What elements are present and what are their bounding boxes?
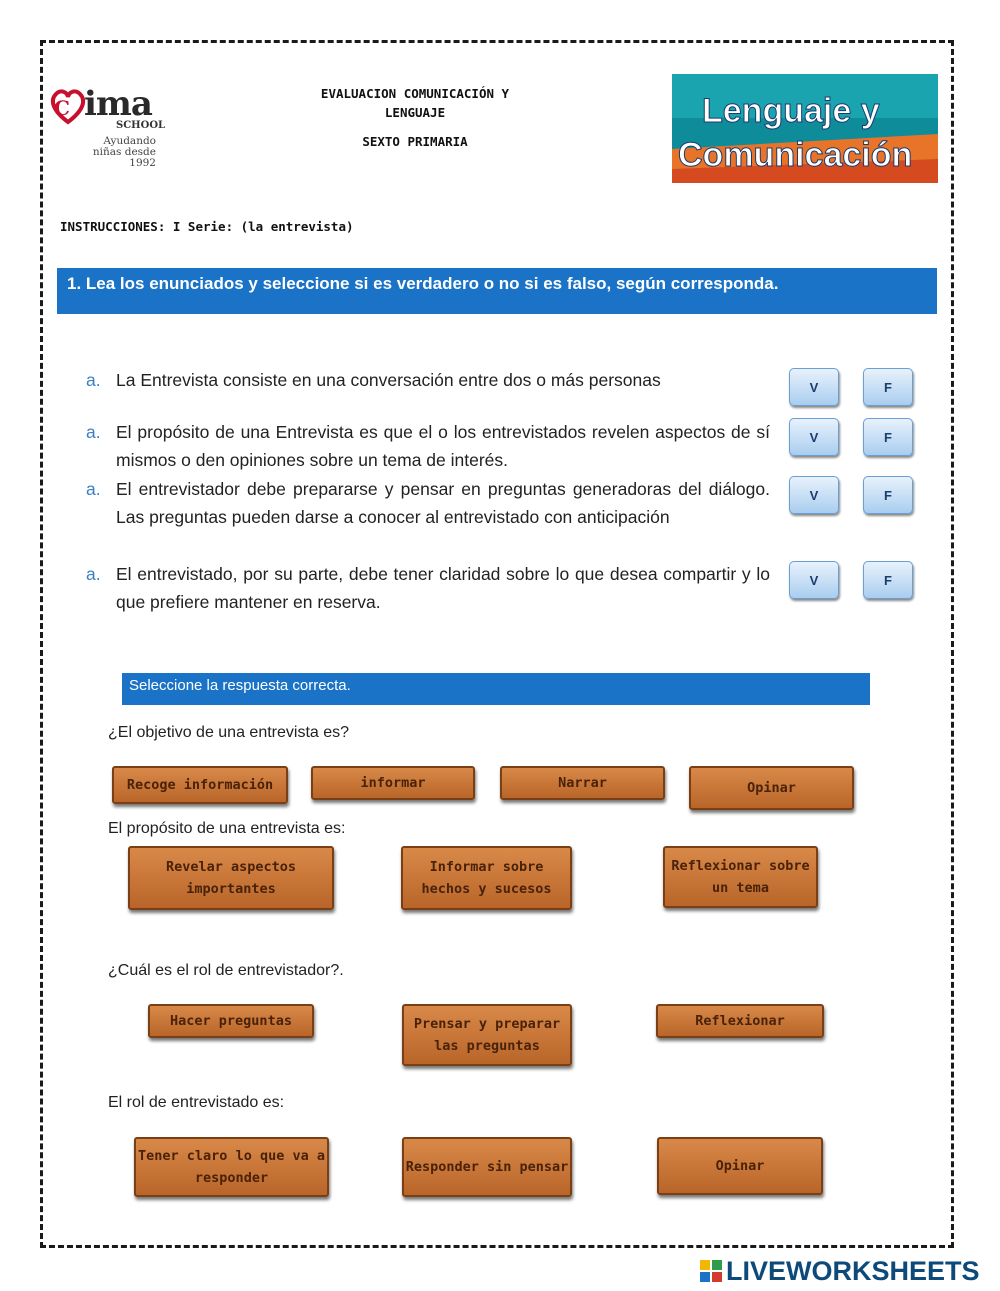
true-button-2[interactable]: V [789,418,839,456]
answer-option[interactable]: Revelar aspectos importantes [128,846,334,910]
statement-3: a. El entrevistador debe prepararse y pensar en preguntas generadoras del diálogo. Las preguntas pueden darse a conocer al entrevistado con anticipación [86,475,770,531]
instructions: INSTRUCCIONES: I Serie: (la entrevista) [60,219,354,234]
true-button-1[interactable]: V [789,368,839,406]
exam-title: EVALUACION COMUNICACIÓN Y LENGUAJE [320,86,510,120]
statement-marker: a. [86,422,101,442]
banner-title-line1: Lenguaje y [702,92,880,130]
answer-option[interactable]: Narrar [500,766,665,800]
false-button-3[interactable]: F [863,476,913,514]
section1-title: 1. Lea los enunciados y seleccione si es verdadero o no si es falso, según corresponda. [57,268,937,314]
logo-school: SCHOOL [116,120,166,131]
statement-marker: a. [86,479,101,499]
true-button-4[interactable]: V [789,561,839,599]
answer-option[interactable]: Responder sin pensar [402,1137,572,1197]
logo-name: ima [84,84,152,124]
answer-option[interactable]: Hacer preguntas [148,1004,314,1038]
logo-name-red: C [54,96,70,120]
false-button-2[interactable]: F [863,418,913,456]
false-button-1[interactable]: F [863,368,913,406]
logo-tagline: Ayudando niñas desde 1992 [92,135,156,169]
answer-option[interactable]: Tener claro lo que va a responder [134,1137,329,1197]
statement-4: a. El entrevistado, por su parte, debe tener claridad sobre lo que desea compartir y lo que prefiere mantener en reserva. [86,560,770,616]
statement-marker: a. [86,370,101,390]
answer-option[interactable]: Opinar [689,766,854,810]
question-1: ¿El objetivo de una entrevista es? [108,724,350,741]
banner-title-line2: Comunicación [678,136,913,174]
statement-marker: a. [86,564,101,584]
answer-option[interactable]: Reflexionar [656,1004,824,1038]
question-3: ¿Cuál es el rol de entrevistador?. [108,962,344,979]
true-button-3[interactable]: V [789,476,839,514]
answer-option[interactable]: Informar sobre hechos y sucesos [401,846,572,910]
answer-option[interactable]: Opinar [657,1137,823,1195]
liveworksheets-logo [700,1256,980,1287]
grade-label: SEXTO PRIMARIA [362,134,468,149]
question-4: El rol de entrevistado es: [108,1094,285,1111]
school-logo [46,82,166,177]
answer-option[interactable]: Recoge información [112,766,288,804]
question-2: El propósito de una entrevista es: [108,820,346,837]
statement-1: a. La Entrevista consiste en una conversación entre dos o más personas [86,366,770,394]
subject-banner [672,74,938,183]
false-button-4[interactable]: F [863,561,913,599]
answer-option[interactable]: Prensar y preparar las preguntas [402,1004,572,1066]
section2-title: Seleccione la respuesta correcta. [122,673,870,705]
answer-option[interactable]: Reflexionar sobre un tema [663,846,818,908]
answer-option[interactable]: informar [311,766,475,800]
liveworksheets-brand: LIVEWORKSHEETS [726,1256,980,1286]
liveworksheets-icon [700,1260,722,1282]
statement-2: a. El propósito de una Entrevista es que el o los entrevistados revelen aspectos de sí mismos o den opiniones sobre un tema de interés. [86,418,770,474]
